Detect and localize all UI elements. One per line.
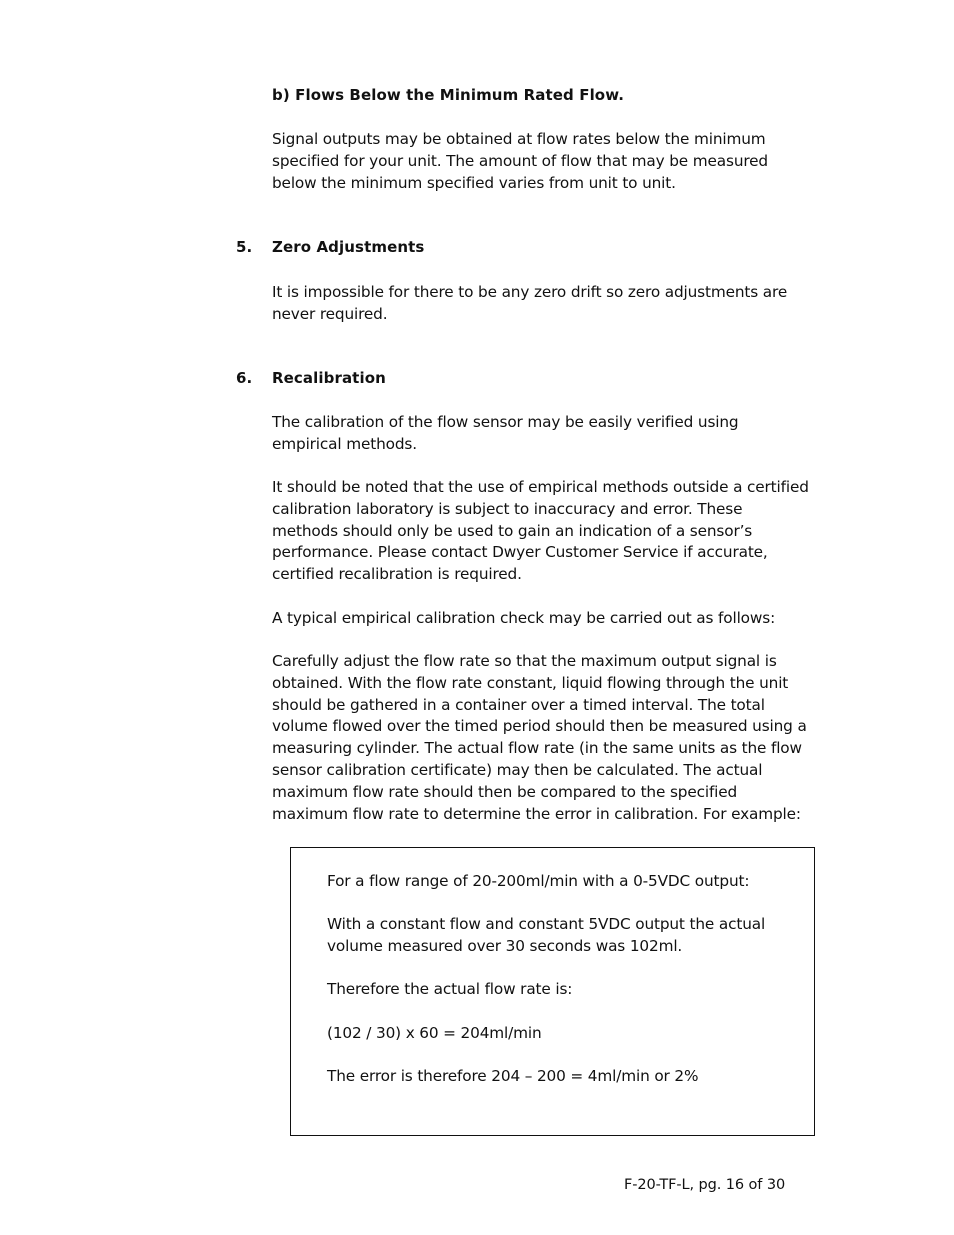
section-heading-zero-adjustments [236,238,424,256]
example-line-therefore: Therefore the actual flow rate is: [327,980,573,998]
example-line-formula: (102 / 30) x 60 = 204ml/min [327,1024,542,1042]
example-line-flow-range: For a flow range of 20-200ml/min with a 0-5VDC output: [327,872,750,890]
subsection-heading-flows-below-minimum: b) Flows Below the Minimum Rated Flow. [272,86,625,104]
paragraph-zero-adjustments: It is impossible for there to be any zero drift so zero adjustments are never required. [272,283,788,323]
paragraph-recalibration-procedure: Carefully adjust the flow rate so that the maximum output signal is obtained. With the flow rate constant, liquid flowing through the unit should be gathered in a container over a timed interval. The total volume flowed over the timed period should then be measured using a measuring cylinder. The actual flow rate (in the same units as the flow sensor calibration certificate) may then be calculated. The actual maximum flow rate should then be compared to the specified maximum flow rate to determine the error in calibration. For example: [272,652,807,823]
example-line-error: The error is therefore 204 – 200 = 4ml/min or 2% [327,1067,699,1085]
section-number: 6. [236,369,253,387]
paragraph-recalibration-intro: The calibration of the flow sensor may be easily verified using empirical methods. [272,413,739,453]
paragraph-recalibration-check: A typical empirical calibration check may be carried out as follows: [272,609,776,627]
section-heading-recalibration [236,369,386,387]
section-title: Zero Adjustments [272,238,425,256]
paragraph-flows-below-minimum: Signal outputs may be obtained at flow rates below the minimum specified for your unit. The amount of flow that may be measured below the minimum specified varies from unit to unit. [272,130,768,192]
section-number: 5. [236,238,253,256]
paragraph-recalibration-caution: It should be noted that the use of empirical methods outside a certified calibration laboratory is subject to inaccuracy and error. These methods should only be used to gain an indication of a sensor’s performance. Please contact Dwyer Customer Service if accurate, certified recalibration is required. [272,478,809,584]
page-footer: F-20-TF-L, pg. 16 of 30 [624,1177,786,1193]
section-title: Recalibration [272,369,386,387]
example-line-measurement: With a constant flow and constant 5VDC output the actual volume measured over 30 seconds was 102ml. [327,915,766,955]
example-calculation-box [290,847,815,1136]
